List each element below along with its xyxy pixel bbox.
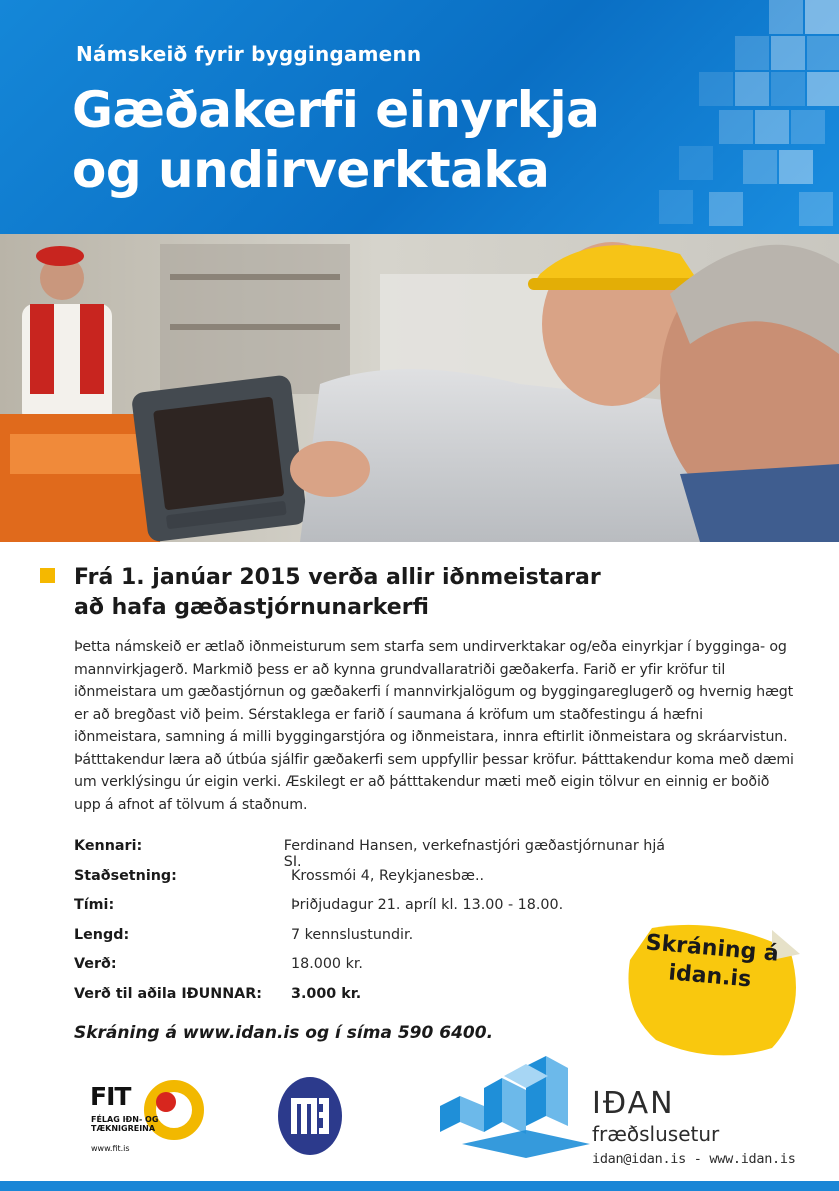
registration-cta[interactable]: Skráning á www.idan.is og í síma 590 6400.	[74, 1023, 494, 1043]
info-row-member-price	[74, 986, 674, 1016]
info-label: Verð til aðila IÐUNNAR:	[74, 985, 262, 1002]
header-banner	[0, 0, 839, 234]
info-row-time	[74, 897, 674, 927]
footer-bar	[0, 1181, 839, 1191]
idan-subtitle: fræðslusetur	[592, 1122, 720, 1146]
course-info	[74, 838, 674, 1015]
info-value: 3.000 kr.	[291, 985, 362, 1002]
idan-contact[interactable]: idan@idan.is - www.idan.is	[592, 1151, 796, 1167]
idan-wordmark: IÐAN	[592, 1086, 675, 1121]
title-line-2: og undirverktaka	[72, 141, 550, 199]
article-headline	[74, 563, 794, 623]
info-row-teacher	[74, 838, 674, 868]
info-row-location	[74, 868, 674, 898]
info-value: Ferdinand Hansen, verkefnastjóri gæðastjórnunar hjá SI.	[283, 838, 666, 870]
info-value: Þriðjudagur 21. apríl kl. 13.00 - 18.00.	[291, 897, 564, 913]
sticker-line-2: idan.is	[667, 960, 753, 993]
fit-wordmark: FIT	[90, 1082, 131, 1111]
title-line-1: Gæðakerfi einyrkja	[72, 81, 600, 139]
info-label: Tími:	[74, 897, 115, 913]
headline-line-1: Frá 1. janúar 2015 verða allir iðnmeistarar	[74, 565, 601, 590]
article-body: Þetta námskeið er ætlað iðnmeisturum sem starfa sem undirverktakar og/eða einyrkjar í bygginga- og mannvirkjagerð. Markmið þess er að kynna grundvallaratriði gæðakerfa. Farið er yfir kröfur til iðnmeistara um gæðastjórnun og gæðakerfi í mannvirkjalögum og byggingareglugerð og hvernig hægt er að bregðast við þeim. Sérstaklega er farið í saumana á kröfum um staðfestingu á hæfni iðnmeistara, samning á milli byggingarstjóra og iðnmeistara, innra eftirlit iðnmeistara og skráarvistun. Þátttakendur læra að útbúa sjálfir gæðakerfi sem uppfyllir þessar kröfur. Þátttakendur koma með dæmi um verklýsingu úr eigin verki. Æskilegt er að þátttakendur mæti með eigin tölvur en einnig er boðið upp á afnot af tölvum á staðnum.	[74, 639, 794, 813]
info-row-price	[74, 956, 674, 986]
info-value: Krossmói 4, Reykjanesbæ..	[291, 867, 485, 884]
hero-photo	[0, 234, 839, 542]
fit-url[interactable]: www.fit.is	[91, 1144, 130, 1153]
idan-logo-icon	[440, 1048, 590, 1158]
info-label: Verð:	[74, 956, 117, 972]
bullet-square	[40, 568, 55, 583]
fit-subtitle: FÉLAG IÐN- OG TÆKNIGREINA	[91, 1115, 159, 1133]
info-label: Lengd:	[74, 926, 130, 943]
headline-line-2: að hafa gæðastjórnunarkerfi	[74, 595, 429, 620]
info-label: Staðsetning:	[74, 867, 177, 884]
sticker-line-1: Skráning á	[644, 930, 780, 967]
mosaic-pattern	[559, 0, 839, 234]
info-label: Kennari:	[74, 838, 143, 854]
info-row-duration	[74, 927, 674, 957]
mb-logo-icon	[277, 1076, 343, 1156]
kicker-text: Námskeið fyrir byggingamenn	[76, 42, 422, 66]
info-value: 18.000 kr.	[291, 956, 363, 972]
page-title	[72, 80, 599, 200]
info-value: 7 kennslustundir.	[291, 926, 414, 943]
